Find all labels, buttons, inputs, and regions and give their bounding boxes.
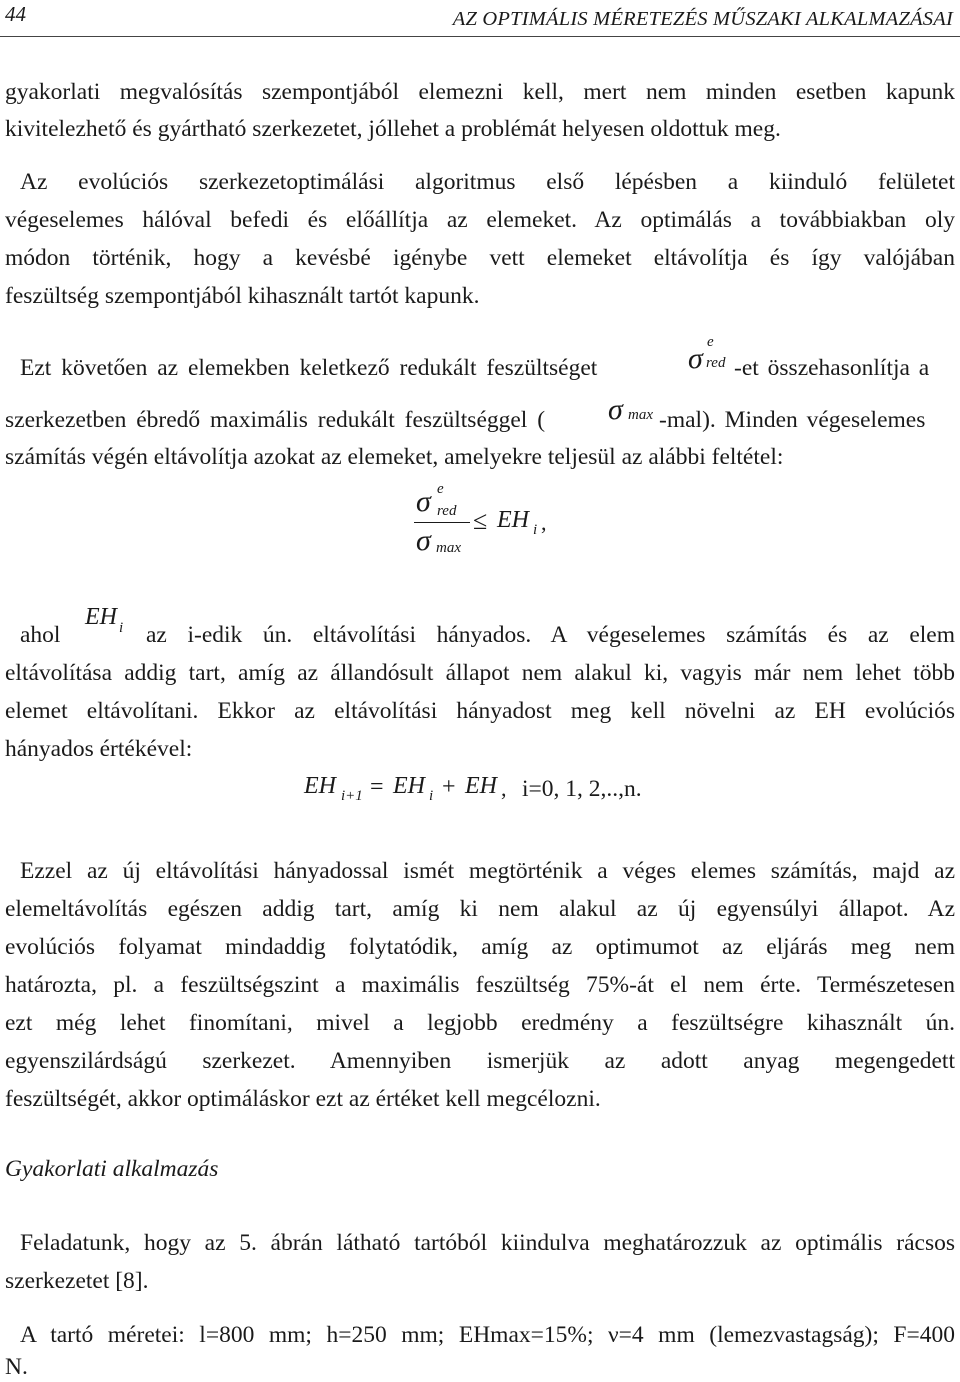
equals-sign: = <box>370 774 384 800</box>
subscript-i: i <box>429 788 434 804</box>
fraction-bar <box>414 522 470 523</box>
paragraph-5-line-3: evolúciós folyamat mindaddig folytatódik, amíg az optimumot az eljárás meg nem <box>5 934 955 960</box>
comma: , <box>501 776 507 801</box>
subscript-i-plus-1: i+1 <box>341 788 363 804</box>
running-title: AZ OPTIMÁLIS MÉRETEZÉS MŰSZAKI ALKALMAZÁSAI <box>452 8 953 30</box>
superscript-e: e <box>437 481 444 497</box>
paragraph-5-line-4: határozta, pl. a feszültségszint a maximális feszültség 75%-át el nem érte. Természetesen <box>5 972 955 998</box>
eh-symbol: EH <box>85 604 117 630</box>
leq-symbol: ≤ <box>473 506 488 535</box>
sigma-symbol: σ <box>688 342 703 375</box>
paragraph-3-line-3: számítás végén eltávolítja azokat az elemeket, amelyekre teljesül az alábbi feltétel: <box>5 444 784 470</box>
paragraph-5-line-5: ezt még lehet finomítani, mivel a legjobb eredmény a feszültségre kihasznált ún. <box>5 1010 955 1036</box>
plus-sign: + <box>442 774 456 800</box>
paragraph-5-line-2: elemeltávolítás egészen addig tart, amíg ki nem alakul az új egyensúlyi állapot. Az <box>5 896 955 922</box>
paragraph-7-line-2: N. <box>5 1354 28 1380</box>
paragraph-6-line-2: szerkezetet [8]. <box>5 1268 149 1294</box>
paragraph-2-line-3: módon történik, hogy a kevésbé igénybe vett elemeket eltávolítja és így valójában <box>5 245 955 271</box>
subscript-max: max <box>628 407 653 423</box>
paragraph-2-line-4: feszültség szempontjából kihasznált tartót kapunk. <box>5 283 480 309</box>
paragraph-5-line-1: Ezzel az új eltávolítási hányadossal ismét megtörténik a véges elemes számítás, majd az <box>20 858 955 884</box>
comma: , <box>541 510 547 535</box>
paragraph-7-line-1: A tartó méretei: l=800 mm; h=250 mm; EHmax=15%; ν=4 mm (lemezvastagság); F=400 <box>20 1322 955 1348</box>
paragraph-2-line-2: végeselemes hálóval befedi és előállítja az elemeket. Az optimálás a továbbiakban oly <box>5 207 955 233</box>
section-heading: Gyakorlati alkalmazás <box>5 1156 219 1182</box>
subscript-i: i <box>119 620 124 636</box>
paragraph-1-line-1: gyakorlati megvalósítás szempontjából elemezni kell, mert nem minden esetben kapunk <box>5 79 955 105</box>
subscript-max: max <box>436 540 461 556</box>
paragraph-4-line-2: eltávolítása addig tart, amíg az állandósult állapot nem alakul ki, vagyis már nem lehet több <box>5 660 955 686</box>
paragraph-1-line-2: kivitelezhető és gyártható szerkezetet, jóllehet a problémát helyesen oldottuk meg. <box>5 116 781 142</box>
eh-symbol: EH <box>497 507 529 533</box>
paragraph-5-line-7: feszültségét, akkor optimáláskor ezt az értéket kell megcélozni. <box>5 1086 601 1112</box>
header-rule <box>0 36 960 37</box>
eh-symbol: EH <box>304 773 336 799</box>
paragraph-4-line-3: elemet eltávolítani. Ekkor az eltávolítási hányadost meg kell növelni az EH evolúciós <box>5 698 955 724</box>
sigma-symbol: σ <box>416 524 431 557</box>
sigma-symbol: σ <box>608 393 623 426</box>
subscript-red: red <box>437 503 457 519</box>
paragraph-4-ahol: ahol <box>20 622 61 648</box>
superscript-e: e <box>707 334 714 350</box>
subscript-red: red <box>706 355 726 371</box>
paragraph-6-line-1: Feladatunk, hogy az 5. ábrán látható tartóból kiindulva meghatározzuk az optimális rácsos <box>20 1230 955 1256</box>
paragraph-2-line-1: Az evolúciós szerkezetoptimálási algoritmus első lépésben a kiinduló felületet <box>20 169 955 195</box>
page-number: 44 <box>5 2 26 26</box>
paragraph-3-line-2-suffix: -mal). Minden végeselemes <box>659 407 926 433</box>
paragraph-5-line-6: egyenszilárdságú szerkezet. Amennyiben ismerjük az adott anyag megengedett <box>5 1048 955 1074</box>
subscript-i: i <box>533 522 538 538</box>
eh-symbol: EH <box>465 773 497 799</box>
paragraph-3-line-1: Ezt követően az elemekben keletkező redukált feszültséget <box>20 355 598 381</box>
equation-index-range: i=0, 1, 2,..,n. <box>522 776 642 802</box>
paragraph-4-line-4: hányados értékével: <box>5 736 193 762</box>
eh-symbol: EH <box>393 773 425 799</box>
paragraph-4-line-1-suffix: az i-edik ún. eltávolítási hányados. A végeselemes számítás és az elem <box>146 622 955 648</box>
paragraph-3-line-1-suffix: -et összehasonlítja a <box>734 355 930 381</box>
paragraph-3-line-2: szerkezetben ébredő maximális redukált feszültséggel ( <box>5 407 546 433</box>
sigma-symbol: σ <box>416 485 431 518</box>
